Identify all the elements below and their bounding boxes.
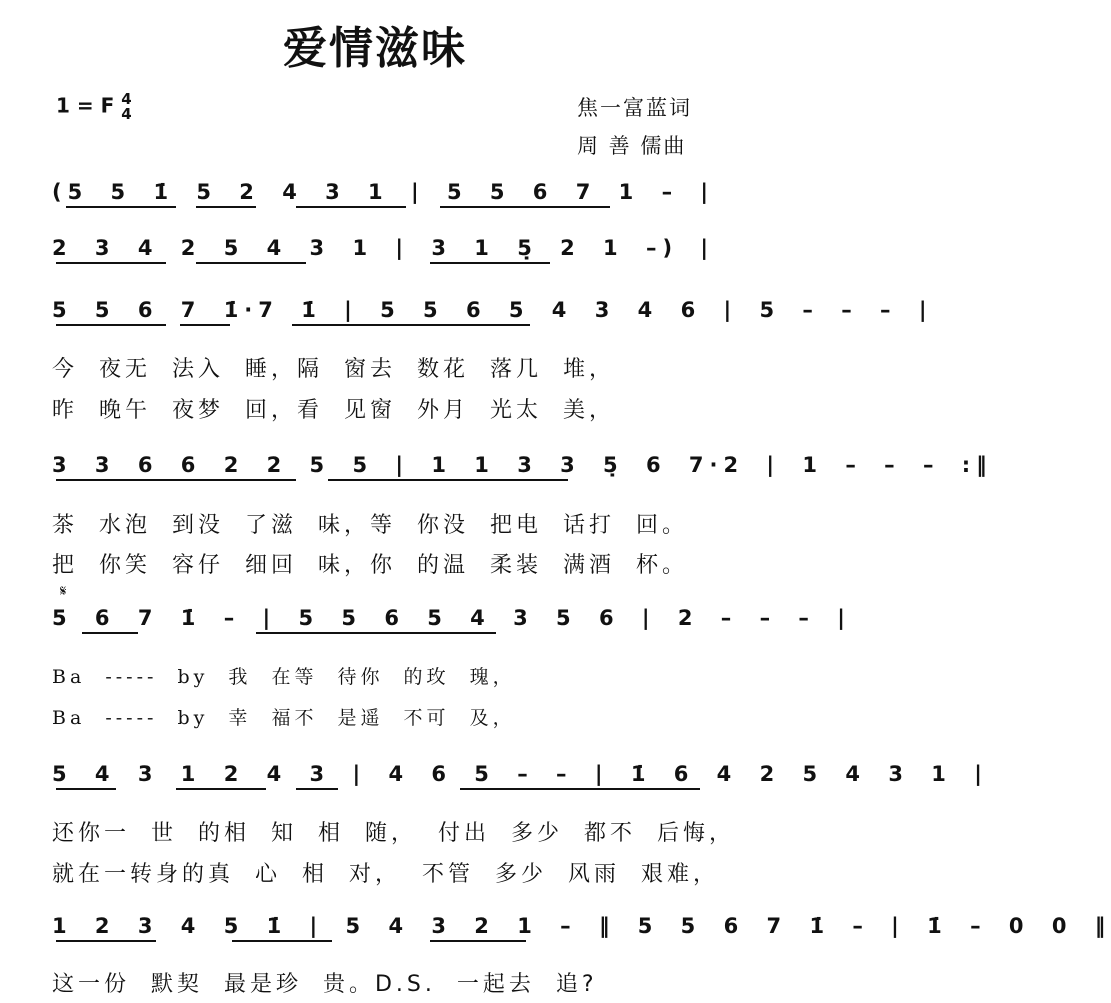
segno-mark: 𝄋	[60, 582, 67, 600]
lyric-line-6a: 还你一 世 的相 知 相 随， 付出 多少 都不 后悔，	[52, 821, 735, 846]
beam	[176, 788, 266, 790]
beam	[66, 206, 176, 208]
beam	[180, 324, 230, 326]
beam	[430, 262, 550, 264]
lyric-line-5b: Ba ----- by 幸 福不 是遥 不可 及，	[52, 707, 516, 729]
lyric-line-4a: 茶 水泡 到没 了滋 味，等 你没 把电 话打 回。	[52, 513, 688, 538]
beam	[440, 206, 610, 208]
beam	[430, 940, 526, 942]
beam	[292, 324, 530, 326]
beam	[296, 206, 406, 208]
lyric-line-6b: 就在一转身的真 心 相 对， 不管 多少 风雨 艰难，	[52, 862, 719, 887]
song-title: 爱情滋味	[283, 23, 467, 74]
time-signature	[121, 92, 131, 122]
notation-line-1: (5 5 1̇ 5 2 4 3 1 | 5 5 6 7 1 – |	[52, 180, 715, 204]
time-top: 4	[121, 90, 132, 108]
beam	[296, 788, 338, 790]
beam	[460, 788, 700, 790]
beam	[328, 479, 568, 481]
lyric-line-3b: 昨 晚午 夜梦 回，看 见窗 外月 光太 美，	[52, 398, 615, 423]
beam	[196, 206, 256, 208]
composer-credit: 周 善 儒曲	[577, 134, 687, 158]
beam	[56, 479, 296, 481]
notation-line-7: 1 2 3 4 5 1̇ | 5 4 3 2 1 – ‖ 5 5 6 7 1̇ – | 1̇ – 0 0 ‖	[52, 914, 1111, 938]
notation-line-6: 5 4 3 1 2 4 3 | 4 6 5 – – | 1̇ 6 4 2 5 4 3 1 |	[52, 762, 988, 786]
lyricist-credit: 焦一富蓝词	[577, 96, 692, 120]
beam	[56, 262, 166, 264]
lyric-line-3a: 今 夜无 法入 睡，隔 窗去 数花 落几 堆，	[52, 357, 615, 382]
notation-line-3: 5 5 6 7 1̇·7 1̇ | 5 5 6 5 4 3 4 6 | 5 – – – |	[52, 298, 933, 322]
lyric-line-4b: 把 你笑 容仔 细回 味，你 的温 柔装 满酒 杯。	[52, 553, 688, 578]
key-signature	[56, 92, 132, 122]
notation-line-5: 5 6 7 1̇ – | 5 5 6 5 4 3 5 6 | 2 – – – |	[52, 606, 851, 630]
beam	[256, 632, 496, 634]
lyric-line-7: 这一份 默契 最是珍 贵。D.S. 一起去 追?	[52, 972, 598, 997]
lyric-line-5a: Ba ----- by 我 在等 待你 的玫 瑰，	[52, 666, 516, 688]
beam	[232, 940, 332, 942]
beam	[56, 788, 116, 790]
beam	[196, 262, 306, 264]
time-bottom: 4	[121, 105, 132, 123]
notation-line-4: 3 3 6 6 2 2 5 5 | 1 1 3 3 5̣ 6 7·2 | 1 – – – :‖	[52, 453, 993, 477]
notation-line-2: 2 3 4 2 5 4 3 1 | 3 1 5̣ 2 1 –) |	[52, 236, 715, 260]
key-label: 1 = F	[56, 93, 115, 118]
beam	[56, 940, 156, 942]
beam	[56, 324, 166, 326]
beam	[82, 632, 138, 634]
